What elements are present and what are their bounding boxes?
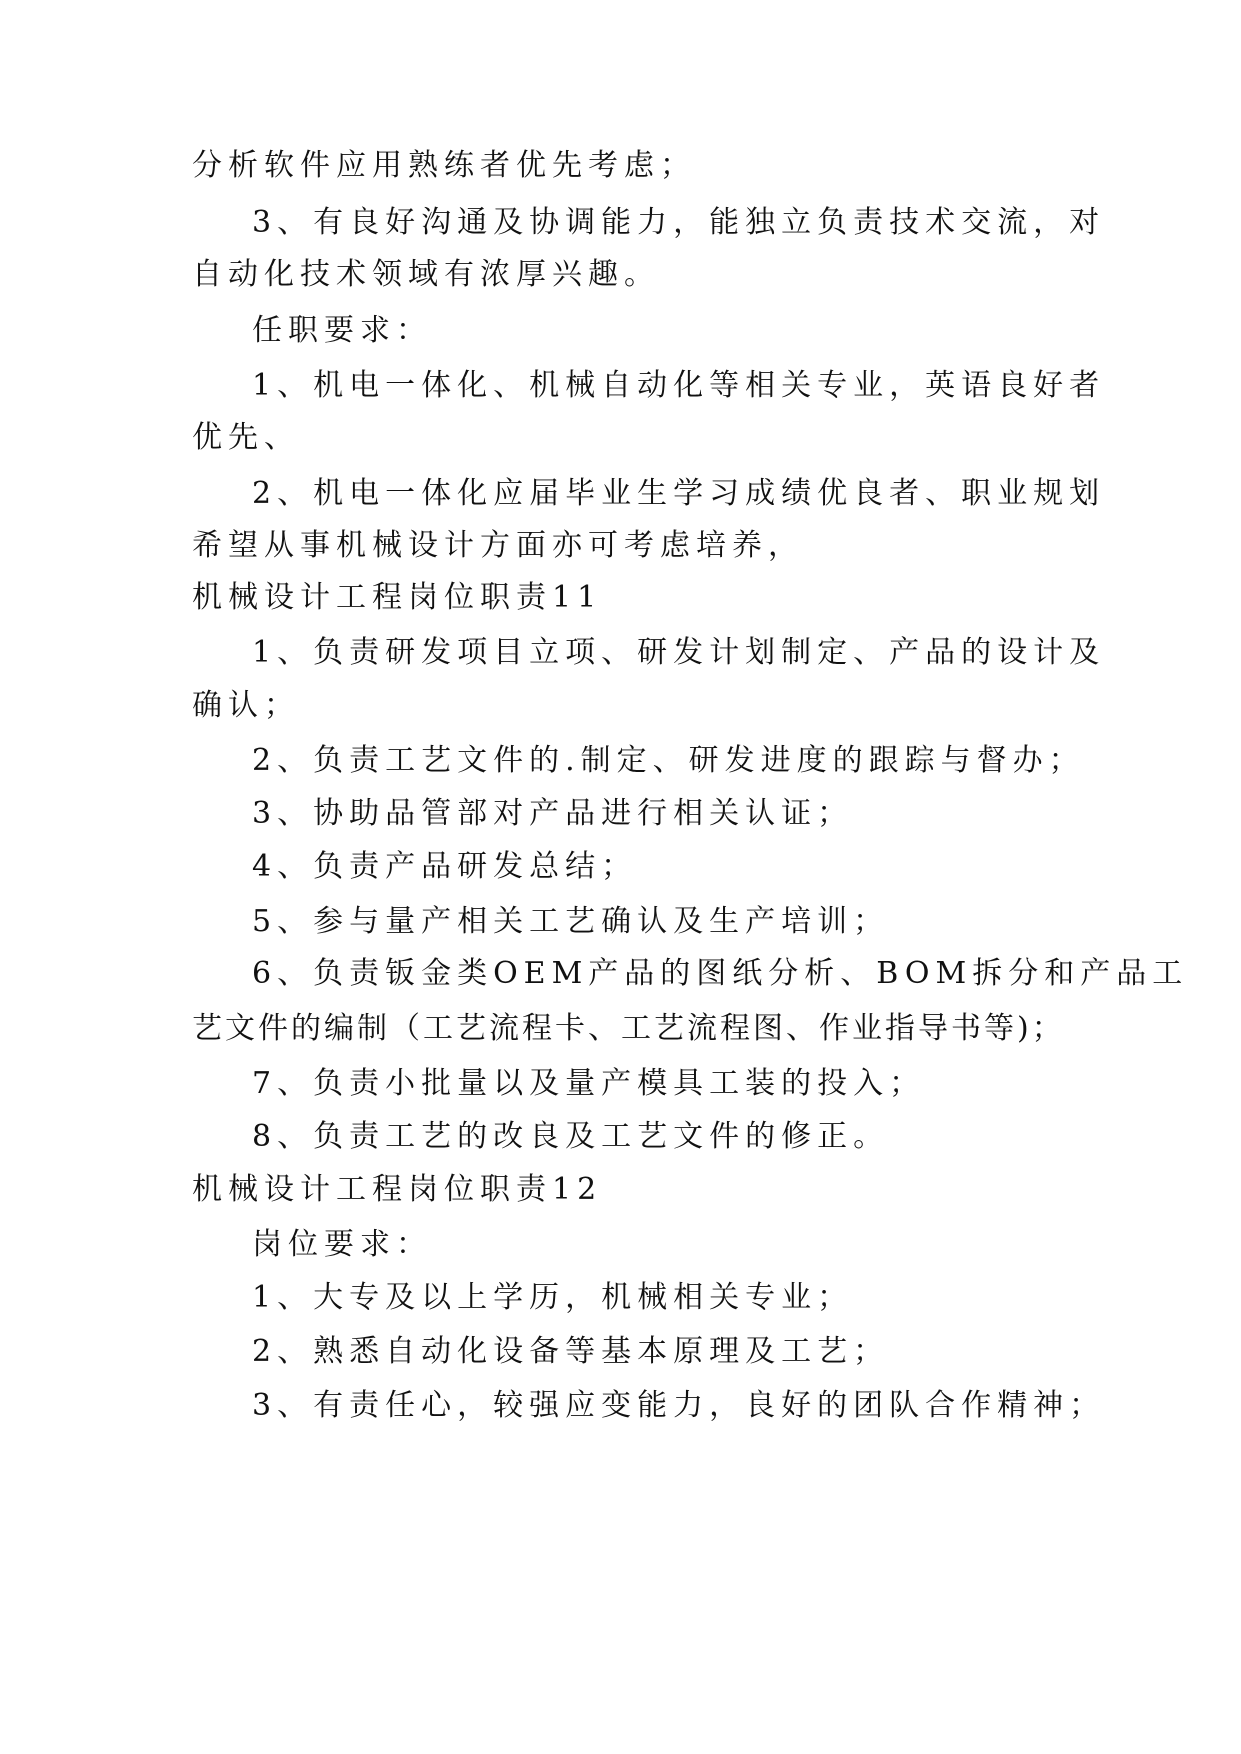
paragraph-line: 分析软件应用熟练者优先考虑； — [192, 148, 696, 183]
section-subheading: 岗位要求： — [252, 1227, 432, 1262]
paragraph-line: 1、机电一体化、机械自动化等相关专业，英语良好者 — [252, 368, 1106, 403]
section-heading: 机械设计工程岗位职责11 — [192, 580, 603, 615]
paragraph-line: 1、大专及以上学历，机械相关专业； — [252, 1280, 854, 1315]
paragraph-line: 7、负责小批量以及量产模具工装的投入； — [252, 1066, 926, 1101]
paragraph-line: 2、机电一体化应届毕业生学习成绩优良者、职业规划 — [252, 476, 1106, 511]
paragraph-line: 3、有责任心，较强应变能力，良好的团队合作精神； — [252, 1388, 1106, 1423]
paragraph-line: 1、负责研发项目立项、研发计划制定、产品的设计及 — [252, 635, 1106, 670]
paragraph-line: 2、熟悉自动化设备等基本原理及工艺； — [252, 1334, 890, 1369]
section-subheading: 任职要求： — [252, 313, 432, 348]
section-heading: 机械设计工程岗位职责12 — [192, 1172, 603, 1207]
paragraph-line: 6、负责钣金类OEM产品的图纸分析、BOM拆分和产品工 — [252, 956, 1189, 991]
paragraph-line: 自动化技术领域有浓厚兴趣。 — [192, 257, 660, 292]
paragraph-line: 5、参与量产相关工艺确认及生产培训； — [252, 904, 890, 939]
paragraph-line: 3、有良好沟通及协调能力，能独立负责技术交流，对 — [252, 205, 1106, 240]
paragraph-line: 3、协助品管部对产品进行相关认证； — [252, 796, 854, 831]
paragraph-line: 确认； — [192, 688, 300, 723]
paragraph-line: 艺文件的编制（工艺流程卡、工艺流程图、作业指导书等)； — [192, 1011, 1065, 1046]
paragraph-line: 优先、 — [192, 420, 300, 455]
paragraph-line: 8、负责工艺的改良及工艺文件的修正。 — [252, 1119, 890, 1154]
paragraph-line: 2、负责工艺文件的.制定、研发进度的跟踪与督办； — [252, 743, 1085, 778]
paragraph-line: 希望从事机械设计方面亦可考虑培养， — [192, 528, 804, 563]
paragraph-line: 4、负责产品研发总结； — [252, 849, 638, 884]
